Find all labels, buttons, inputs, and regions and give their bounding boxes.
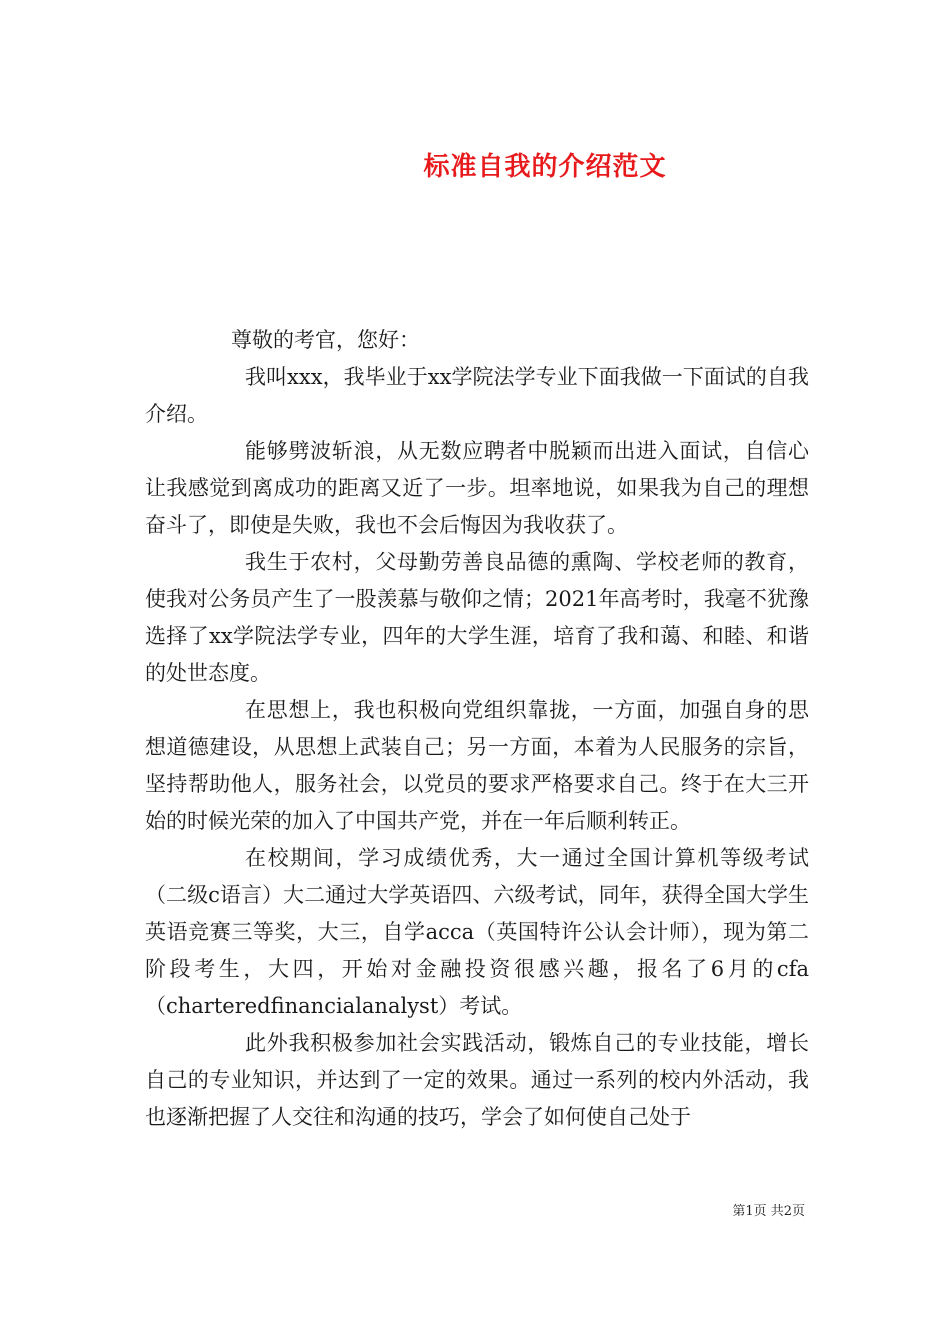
paragraph-intro: 我叫xxx，我毕业于xx学院法学专业下面我做一下面试的自我介绍。 — [145, 365, 809, 426]
paragraph-background: 我生于农村，父母勤劳善良品德的熏陶、学校老师的教育，使我对公务员产生了一股羡慕与敬仰之情；2021年高考时，我毫不犹豫选择了xx学院法学专业，四年的大学生涯，培育了我和蔼、和睦、和谐的处世态度。 — [145, 550, 809, 685]
document-body — [145, 322, 809, 1136]
paragraph-interview: 能够劈波斩浪，从无数应聘者中脱颖而出进入面试，自信心让我感觉到离成功的距离又近了一步。坦率地说，如果我为自己的理想奋斗了，即使是失败，我也不会后悔因为我收获了。 — [145, 439, 809, 537]
paragraph-activities: 此外我积极参加社会实践活动，锻炼自己的专业技能，增长自己的专业知识，并达到了一定的效果。通过一系列的校内外活动，我也逐渐把握了人交往和沟通的技巧，学会了如何使自己处于 — [145, 1031, 809, 1129]
page-number: 第1页 共2页 — [732, 1204, 805, 1219]
paragraph-ideology: 在思想上，我也积极向党组织靠拢，一方面，加强自身的思想道德建设，从思想上武装自己；另一方面，本着为人民服务的宗旨，坚持帮助他人，服务社会，以党员的要求严格要求自己。终于在大三开始的时候光荣的加入了中国共产党，并在一年后顺利转正。 — [145, 698, 809, 833]
paragraph-studies: 在校期间，学习成绩优秀，大一通过全国计算机等级考试（二级c语言）大二通过大学英语四、六级考试，同年，获得全国大学生英语竞赛三等奖，大三，自学acca（英国特许公认会计师），现为第二阶段考生，大四，开始对金融投资很感兴趣，报名了6月的cfa（charteredfinancialanalyst）考试。 — [145, 846, 809, 1018]
greeting-line: 尊敬的考官，您好： — [231, 328, 420, 352]
document-title: 标准自我的介绍范文 — [423, 152, 667, 183]
